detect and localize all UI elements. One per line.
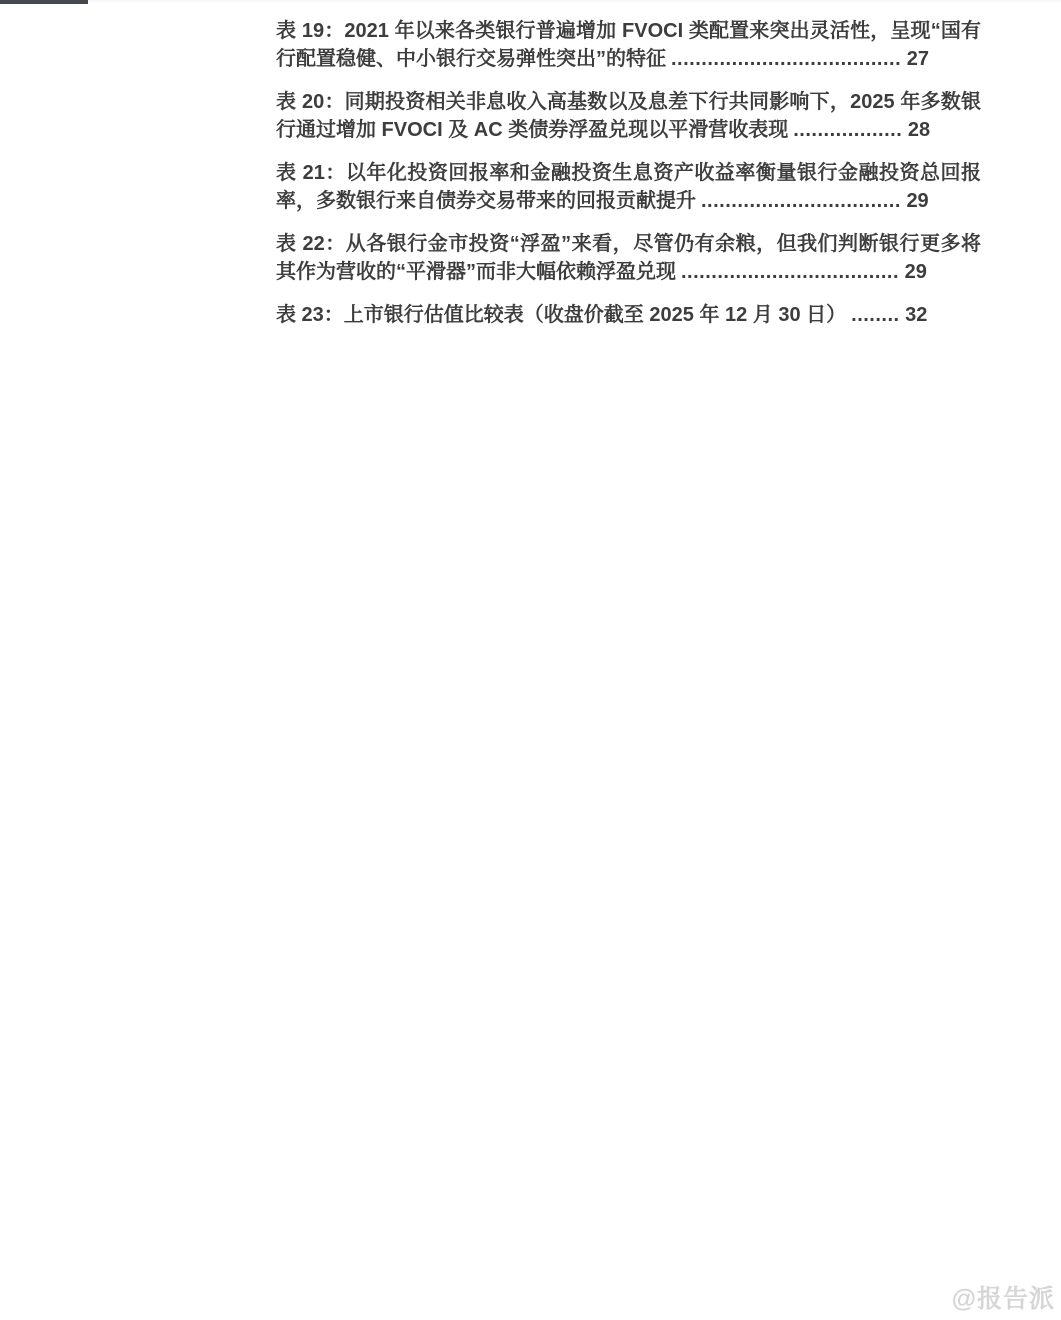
toc-entry-title: 表 23：上市银行估值比较表（收盘价截至 2025 年 12 月 30 日） xyxy=(276,304,847,326)
toc-entry-title: 表 21：以年化投资回报率和金融投资生息资产收益率衡量银行金融投资总回报率，多数银行来自债券交易带来的回报贡献提升 xyxy=(276,162,981,212)
page-number: 28 xyxy=(907,119,931,141)
dot-leader: .................. xyxy=(793,119,903,141)
toc-entry-title: 表 20：同期投资相关非息收入高基数以及息差下行共同影响下，2025 年多数银行通过增加 FVOCI 及 AC 类债券浮盈兑现以平滑营收表现 xyxy=(276,91,981,141)
top-left-bar xyxy=(0,0,88,4)
page-number: 29 xyxy=(904,261,927,283)
toc-entry[interactable] xyxy=(276,88,981,144)
toc-entry[interactable] xyxy=(276,17,981,73)
toc-entry[interactable] xyxy=(276,230,981,286)
page-number: 27 xyxy=(906,48,929,70)
toc-entry-title: 表 22：从各银行金市投资“浮盈”来看，尽管仍有余粮，但我们判断银行更多将其作为营收的“平滑器”而非大幅依赖浮盈兑现 xyxy=(276,233,981,283)
dot-leader: ................................. xyxy=(701,190,901,212)
dot-leader: ........ xyxy=(851,304,900,326)
toc-entry-title: 表 19：2021 年以来各类银行普遍增加 FVOCI 类配置来突出灵活性，呈现“国有行配置稳健、中小银行交易弹性突出”的特征 xyxy=(276,20,981,70)
page-number: 29 xyxy=(906,190,929,212)
toc-entry[interactable] xyxy=(276,159,981,215)
dot-leader: .................................... xyxy=(681,261,900,283)
toc-entry[interactable] xyxy=(276,301,981,329)
dot-leader: ...................................... xyxy=(671,48,902,70)
top-edge-hairline xyxy=(0,0,1061,2)
page-number: 32 xyxy=(905,304,928,326)
table-of-contents xyxy=(276,17,981,344)
watermark: @报告派 xyxy=(951,1285,1055,1313)
